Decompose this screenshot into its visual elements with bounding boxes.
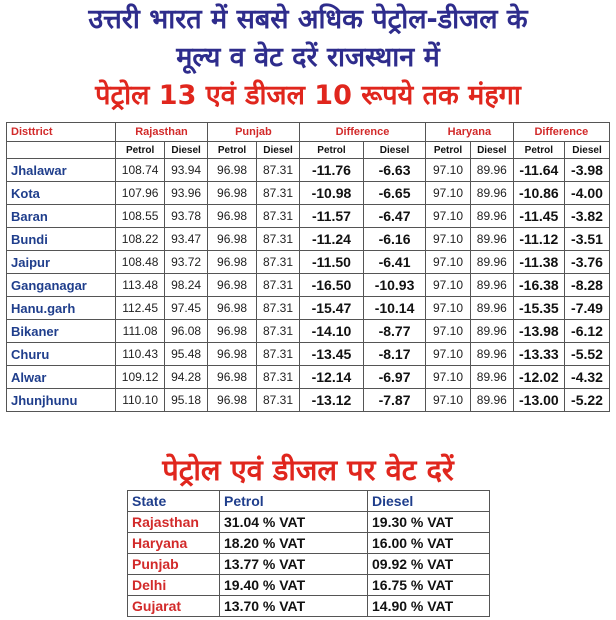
har-diesel-cell: 89.96: [470, 251, 513, 274]
diff2-diesel-cell: -6.12: [565, 320, 610, 343]
diff2-diesel-cell: -8.28: [565, 274, 610, 297]
diff2-petrol-cell: -16.38: [513, 274, 564, 297]
diff2-petrol-cell: -12.02: [513, 366, 564, 389]
har-diesel-cell: 89.96: [470, 389, 513, 412]
vat-diesel-cell: 16.75 % VAT: [368, 575, 490, 596]
vat-header-state: State: [128, 491, 220, 512]
vat-petrol-cell: 18.20 % VAT: [220, 533, 368, 554]
table-row: [7, 320, 610, 343]
raj-diesel-cell: 98.24: [165, 274, 208, 297]
diff2-diesel-cell: -3.98: [565, 159, 610, 182]
diff2-petrol-cell: -11.45: [513, 205, 564, 228]
diff1-diesel-cell: -6.97: [364, 366, 426, 389]
vat-petrol-cell: 19.40 % VAT: [220, 575, 368, 596]
district-name: Baran: [7, 205, 116, 228]
header-district: Disttrict: [7, 123, 116, 142]
vat-diesel-cell: 09.92 % VAT: [368, 554, 490, 575]
vat-diesel-cell: 14.90 % VAT: [368, 596, 490, 617]
har-diesel-cell: 89.96: [470, 343, 513, 366]
pun-diesel-cell: 87.31: [257, 343, 300, 366]
table-row: [7, 228, 610, 251]
raj-diesel-cell: 94.28: [165, 366, 208, 389]
raj-petrol-cell: 108.55: [116, 205, 165, 228]
header-haryana: Haryana: [426, 123, 514, 142]
har-petrol-cell: 97.10: [426, 274, 471, 297]
vat-state-cell: Delhi: [128, 575, 220, 596]
diff1-petrol-cell: -12.14: [299, 366, 363, 389]
district-name: Jaipur: [7, 251, 116, 274]
price-table: [6, 122, 610, 412]
diff2-diesel-cell: -3.82: [565, 205, 610, 228]
headline-line-1: उत्तरी भारत में सबसे अधिक पेट्रोल-डीजल के: [88, 4, 528, 35]
district-name: Alwar: [7, 366, 116, 389]
diff1-diesel-cell: -6.63: [364, 159, 426, 182]
vat-petrol-cell: 31.04 % VAT: [220, 512, 368, 533]
vat-state-cell: Rajasthan: [128, 512, 220, 533]
diff2-petrol-cell: -15.35: [513, 297, 564, 320]
vat-state-cell: Punjab: [128, 554, 220, 575]
diff1-diesel-cell: -10.14: [364, 297, 426, 320]
diff2-diesel-cell: -3.51: [565, 228, 610, 251]
sub-header-punjab-diesel: Diesel: [257, 142, 300, 159]
har-petrol-cell: 97.10: [426, 228, 471, 251]
header-punjab: Punjab: [207, 123, 299, 142]
table-row: [128, 575, 490, 596]
har-diesel-cell: 89.96: [470, 228, 513, 251]
diff1-petrol-cell: -13.12: [299, 389, 363, 412]
table-row: [128, 533, 490, 554]
har-petrol-cell: 97.10: [426, 182, 471, 205]
diff1-petrol-cell: -13.45: [299, 343, 363, 366]
har-petrol-cell: 97.10: [426, 366, 471, 389]
diff1-diesel-cell: -10.93: [364, 274, 426, 297]
vat-table-header-row: [128, 491, 490, 512]
raj-petrol-cell: 110.43: [116, 343, 165, 366]
diff2-diesel-cell: -5.52: [565, 343, 610, 366]
table-row: [128, 596, 490, 617]
har-petrol-cell: 97.10: [426, 251, 471, 274]
header-rajasthan: Rajasthan: [116, 123, 208, 142]
pun-petrol-cell: 96.98: [207, 182, 256, 205]
pun-diesel-cell: 87.31: [257, 274, 300, 297]
sub-header-punjab-petrol: Petrol: [207, 142, 256, 159]
table-row: [7, 366, 610, 389]
diff2-petrol-cell: -11.38: [513, 251, 564, 274]
pun-petrol-cell: 96.98: [207, 159, 256, 182]
pun-diesel-cell: 87.31: [257, 389, 300, 412]
district-name: Jhalawar: [7, 159, 116, 182]
pun-petrol-cell: 96.98: [207, 366, 256, 389]
raj-petrol-cell: 109.12: [116, 366, 165, 389]
raj-diesel-cell: 97.45: [165, 297, 208, 320]
pun-diesel-cell: 87.31: [257, 366, 300, 389]
table-row: [7, 389, 610, 412]
header-difference-punjab: Difference: [299, 123, 425, 142]
table-row: [128, 512, 490, 533]
table-row: [7, 251, 610, 274]
table-row: [128, 554, 490, 575]
har-diesel-cell: 89.96: [470, 159, 513, 182]
district-name: Jhunjhunu: [7, 389, 116, 412]
diff2-diesel-cell: -3.76: [565, 251, 610, 274]
vat-header-diesel: Diesel: [368, 491, 490, 512]
raj-diesel-cell: 93.47: [165, 228, 208, 251]
har-petrol-cell: 97.10: [426, 205, 471, 228]
pun-petrol-cell: 96.98: [207, 297, 256, 320]
district-name: Bikaner: [7, 320, 116, 343]
vat-section-title: पेट्रोल एवं डीजल पर वेट दरें: [162, 453, 454, 487]
vat-header-petrol: Petrol: [220, 491, 368, 512]
district-name: Kota: [7, 182, 116, 205]
sub-header-diff2-petrol: Petrol: [513, 142, 564, 159]
har-petrol-cell: 97.10: [426, 159, 471, 182]
vat-state-cell: Haryana: [128, 533, 220, 554]
diff1-diesel-cell: -7.87: [364, 389, 426, 412]
diff2-petrol-cell: -10.86: [513, 182, 564, 205]
district-name: Hanu.garh: [7, 297, 116, 320]
raj-diesel-cell: 96.08: [165, 320, 208, 343]
diff1-petrol-cell: -16.50: [299, 274, 363, 297]
raj-petrol-cell: 108.22: [116, 228, 165, 251]
har-diesel-cell: 89.96: [470, 366, 513, 389]
table-row: [7, 159, 610, 182]
har-petrol-cell: 97.10: [426, 389, 471, 412]
har-petrol-cell: 97.10: [426, 297, 471, 320]
district-name: Bundi: [7, 228, 116, 251]
raj-diesel-cell: 93.94: [165, 159, 208, 182]
har-diesel-cell: 89.96: [470, 320, 513, 343]
diff1-petrol-cell: -15.47: [299, 297, 363, 320]
diff2-petrol-cell: -13.98: [513, 320, 564, 343]
sub-header-diff1-petrol: Petrol: [299, 142, 363, 159]
vat-petrol-cell: 13.70 % VAT: [220, 596, 368, 617]
vat-diesel-cell: 16.00 % VAT: [368, 533, 490, 554]
pun-diesel-cell: 87.31: [257, 251, 300, 274]
raj-petrol-cell: 108.74: [116, 159, 165, 182]
diff2-diesel-cell: -7.49: [565, 297, 610, 320]
pun-petrol-cell: 96.98: [207, 389, 256, 412]
diff1-diesel-cell: -6.16: [364, 228, 426, 251]
diff2-petrol-cell: -11.12: [513, 228, 564, 251]
raj-diesel-cell: 95.18: [165, 389, 208, 412]
diff2-diesel-cell: -4.32: [565, 366, 610, 389]
table-row: [7, 274, 610, 297]
diff2-petrol-cell: -13.33: [513, 343, 564, 366]
headline-line-2: मूल्य व वेट दरें राजस्थान में: [176, 42, 440, 73]
raj-diesel-cell: 93.72: [165, 251, 208, 274]
vat-table: [127, 490, 490, 617]
pun-diesel-cell: 87.31: [257, 297, 300, 320]
district-name: Ganganagar: [7, 274, 116, 297]
sub-header-diff2-diesel: Diesel: [565, 142, 610, 159]
pun-diesel-cell: 87.31: [257, 205, 300, 228]
har-diesel-cell: 89.96: [470, 182, 513, 205]
diff2-diesel-cell: -4.00: [565, 182, 610, 205]
sub-header-rajasthan-petrol: Petrol: [116, 142, 165, 159]
pun-diesel-cell: 87.31: [257, 182, 300, 205]
vat-petrol-cell: 13.77 % VAT: [220, 554, 368, 575]
pun-petrol-cell: 96.98: [207, 205, 256, 228]
pun-petrol-cell: 96.98: [207, 228, 256, 251]
raj-diesel-cell: 93.78: [165, 205, 208, 228]
sub-header-empty: [7, 142, 116, 159]
har-petrol-cell: 97.10: [426, 343, 471, 366]
diff1-petrol-cell: -11.50: [299, 251, 363, 274]
raj-petrol-cell: 113.48: [116, 274, 165, 297]
diff2-diesel-cell: -5.22: [565, 389, 610, 412]
sub-header-haryana-diesel: Diesel: [470, 142, 513, 159]
pun-diesel-cell: 87.31: [257, 320, 300, 343]
diff1-diesel-cell: -6.47: [364, 205, 426, 228]
diff1-diesel-cell: -6.65: [364, 182, 426, 205]
sub-header-rajasthan-diesel: Diesel: [165, 142, 208, 159]
table-row: [7, 182, 610, 205]
table-row: [7, 297, 610, 320]
diff1-diesel-cell: -8.17: [364, 343, 426, 366]
price-table-group-header-row: [7, 123, 610, 142]
pun-petrol-cell: 96.98: [207, 274, 256, 297]
har-diesel-cell: 89.96: [470, 274, 513, 297]
raj-petrol-cell: 110.10: [116, 389, 165, 412]
raj-diesel-cell: 95.48: [165, 343, 208, 366]
raj-petrol-cell: 107.96: [116, 182, 165, 205]
raj-petrol-cell: 111.08: [116, 320, 165, 343]
diff1-petrol-cell: -11.57: [299, 205, 363, 228]
har-diesel-cell: 89.96: [470, 205, 513, 228]
diff2-petrol-cell: -11.64: [513, 159, 564, 182]
headline-line-3: पेट्रोल 13 एवं डीजल 10 रूपये तक मंहगा: [95, 80, 521, 111]
diff1-petrol-cell: -10.98: [299, 182, 363, 205]
price-table-sub-header-row: [7, 142, 610, 159]
table-row: [7, 205, 610, 228]
diff1-diesel-cell: -8.77: [364, 320, 426, 343]
vat-state-cell: Gujarat: [128, 596, 220, 617]
diff1-diesel-cell: -6.41: [364, 251, 426, 274]
diff1-petrol-cell: -11.76: [299, 159, 363, 182]
sub-header-diff1-diesel: Diesel: [364, 142, 426, 159]
table-row: [7, 343, 610, 366]
pun-petrol-cell: 96.98: [207, 343, 256, 366]
diff1-petrol-cell: -11.24: [299, 228, 363, 251]
pun-petrol-cell: 96.98: [207, 251, 256, 274]
vat-diesel-cell: 19.30 % VAT: [368, 512, 490, 533]
header-difference-haryana: Difference: [513, 123, 609, 142]
pun-diesel-cell: 87.31: [257, 228, 300, 251]
pun-diesel-cell: 87.31: [257, 159, 300, 182]
pun-petrol-cell: 96.98: [207, 320, 256, 343]
diff2-petrol-cell: -13.00: [513, 389, 564, 412]
raj-petrol-cell: 108.48: [116, 251, 165, 274]
raj-petrol-cell: 112.45: [116, 297, 165, 320]
district-name: Churu: [7, 343, 116, 366]
har-diesel-cell: 89.96: [470, 297, 513, 320]
har-petrol-cell: 97.10: [426, 320, 471, 343]
diff1-petrol-cell: -14.10: [299, 320, 363, 343]
sub-header-haryana-petrol: Petrol: [426, 142, 471, 159]
raj-diesel-cell: 93.96: [165, 182, 208, 205]
